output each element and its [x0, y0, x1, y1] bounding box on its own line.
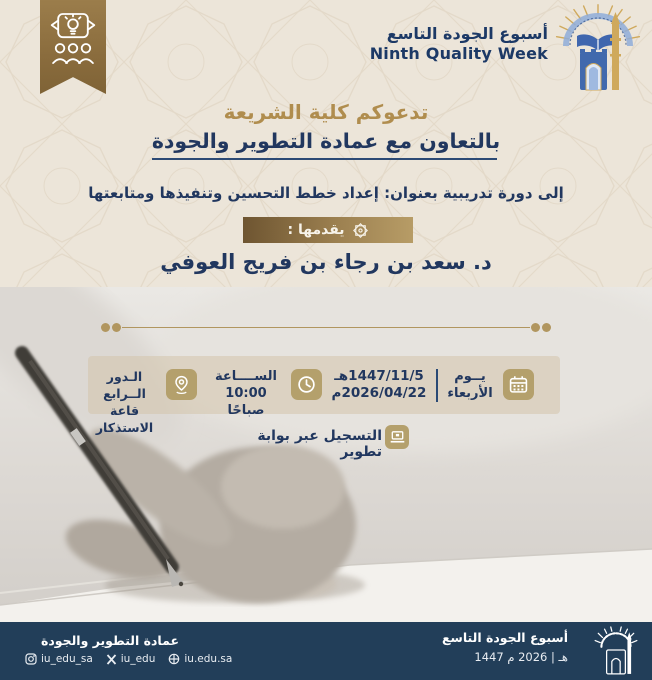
seal-ornament-icon — [352, 222, 369, 239]
footer-years: 1447 هـ | 2026 م — [474, 650, 568, 664]
footer — [0, 622, 652, 680]
x-icon — [106, 654, 117, 665]
presenter-name: د. سعد بن رجاء بن فريج العوفي — [160, 250, 492, 274]
day-value: الأربعاء — [447, 386, 493, 401]
footer-university-logo — [592, 626, 640, 676]
footer-social-row — [25, 653, 233, 665]
website-url: iu.edu.sa — [184, 653, 233, 665]
instagram-icon — [25, 653, 37, 665]
university-logo — [552, 4, 644, 96]
training-session-icon — [48, 8, 98, 70]
time-label: الســــاعة — [215, 369, 277, 384]
venue-floor: الـدور الــرابع — [103, 369, 146, 401]
hijri-date: 1447/11/5هـ — [334, 368, 424, 384]
venue-hall: قاعة الاستذكار — [95, 403, 154, 435]
divider-dot — [101, 323, 110, 332]
footer-event-title: أسبوع الجودة التاسع — [442, 630, 568, 645]
social-item-website[interactable] — [168, 653, 232, 665]
calendar-icon — [503, 369, 534, 400]
globe-icon — [168, 653, 180, 665]
location-pin-icon — [166, 369, 197, 400]
date-separator — [436, 369, 438, 402]
presented-by-bar — [243, 217, 413, 243]
laptop-icon — [385, 425, 409, 449]
divider-dot — [542, 323, 551, 332]
brand-block — [370, 24, 548, 64]
registration-text: التسجيل عبر بوابة تطوير — [257, 428, 382, 460]
day-label: يــوم — [454, 369, 486, 384]
clock-icon — [291, 369, 322, 400]
title-underline — [152, 158, 497, 160]
brand-title-arabic: أسبوع الجودة التاسع — [386, 24, 548, 43]
social-item-instagram[interactable] — [25, 653, 93, 665]
divider-dot — [531, 323, 540, 332]
instagram-handle: iu_edu_sa — [41, 653, 93, 665]
brand-title-english: Ninth Quality Week — [369, 44, 548, 63]
presented-by-label: يقدمها : — [287, 222, 345, 238]
invite-line-cooperation: بالتعاون مع عمادة التطوير والجودة — [151, 129, 501, 153]
divider-dot — [112, 323, 121, 332]
time-value: 10:00 صباحًا — [225, 386, 267, 418]
invite-line-college: تدعوكم كلية الشريعة — [223, 100, 429, 124]
course-title: إلى دورة تدريبية بعنوان: إعداد خطط التحسين وتنفيذها ومتابعتها — [88, 184, 564, 202]
gold-divider — [122, 327, 530, 328]
gregorian-date: 2026/04/22م — [331, 385, 427, 401]
x-handle: iu_edu — [120, 653, 156, 665]
social-item-x[interactable] — [106, 653, 156, 665]
footer-deanship-title: عمادة التطوير والجودة — [40, 633, 180, 648]
